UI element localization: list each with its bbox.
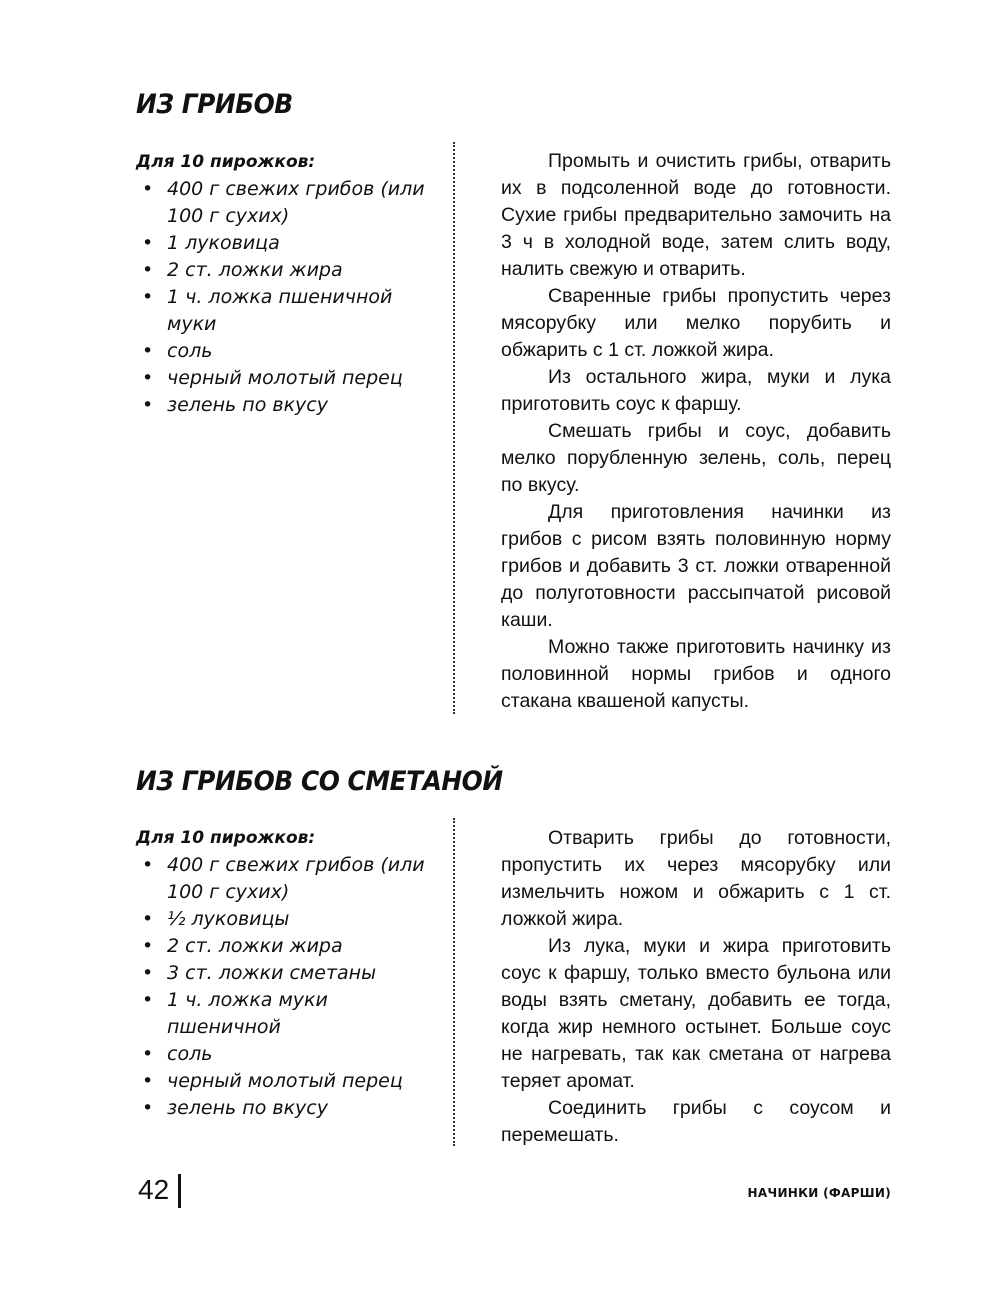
method-text [501, 825, 891, 1149]
page-number: 42 [138, 1174, 170, 1205]
method-paragraph: Из лука, муки и жира приготовить соус к фаршу, только вместо бульона или воды взять сметану, добавить ее тогда, когда жир немного остынет. Больше соус не нагревать, так как сметана от нагрева теряет аромат. [501, 935, 891, 1092]
column-divider [453, 142, 455, 714]
method-paragraph: Смешать грибы и соус, добавить мелко порубленную зелень, соль, перец по вкусу. [501, 420, 891, 496]
ingredient-item: • 3 ст. ложки сметаны [136, 960, 436, 987]
method-paragraph: Сваренные грибы пропустить через мясорубку или мелко порубить и обжарить с 1 ст. ложкой жира. [501, 285, 891, 361]
ingredient-item: • соль [136, 1041, 436, 1068]
method-paragraph: Для приготовления начинки из грибов с рисом взять половинную норму грибов и добавить 3 ст. ложки отваренной до полуготовности рассыпчатой рисовой каши. [501, 501, 891, 631]
ingredient-item: • 1 ч. ложка пшеничной муки [136, 284, 436, 338]
ingredients-block [136, 825, 436, 1122]
recipe-title: ИЗ ГРИБОВ СО СМЕТАНОЙ [136, 766, 503, 797]
servings-label: Для 10 пирожков: [136, 828, 316, 848]
ingredient-item: • 2 ст. ложки жира [136, 933, 436, 960]
ingredient-item: • черный молотый перец [136, 365, 436, 392]
method-paragraph: Соединить грибы с соусом и перемешать. [501, 1097, 891, 1146]
method-paragraph: Можно также приготовить начинку из половинной нормы грибов и одного стакана квашеной капусты. [501, 636, 891, 712]
method-text [501, 148, 891, 715]
ingredient-item: • 400 г свежих грибов (или 100 г сухих) [136, 852, 436, 906]
ingredient-item: • 2 ст. ложки жира [136, 257, 436, 284]
recipe-title: ИЗ ГРИБОВ [136, 89, 293, 120]
ingredients-block [136, 149, 436, 419]
servings-label: Для 10 пирожков: [136, 152, 316, 172]
ingredient-item: • зелень по вкусу [136, 392, 436, 419]
method-paragraph: Промыть и очистить грибы, отварить их в подсоленной воде до готовности. Сухие грибы предварительно замочить на 3 ч в холодной воде, затем слить воду, налить свежую и отварить. [501, 150, 891, 280]
ingredient-item: • 1 ч. ложка муки пшеничной [136, 987, 436, 1041]
ingredient-item: • соль [136, 338, 436, 365]
ingredient-item: • 1 луковица [136, 230, 436, 257]
ingredient-item: • зелень по вкусу [136, 1095, 436, 1122]
method-paragraph: Отварить грибы до готовности, пропустить их через мясорубку или измельчить ножом и обжарить с 1 ст. ложкой жира. [501, 827, 891, 930]
section-title: НАЧИНКИ (ФАРШИ) [747, 1186, 891, 1200]
column-divider [453, 818, 455, 1146]
ingredient-item: • ½ луковицы [136, 906, 436, 933]
ingredient-item: • 400 г свежих грибов (или 100 г сухих) [136, 176, 436, 230]
method-paragraph: Из остального жира, муки и лука приготовить соус к фаршу. [501, 366, 891, 415]
footer-divider [178, 1174, 181, 1208]
ingredient-list [136, 852, 436, 1122]
ingredient-list [136, 176, 436, 419]
ingredient-item: • черный молотый перец [136, 1068, 436, 1095]
